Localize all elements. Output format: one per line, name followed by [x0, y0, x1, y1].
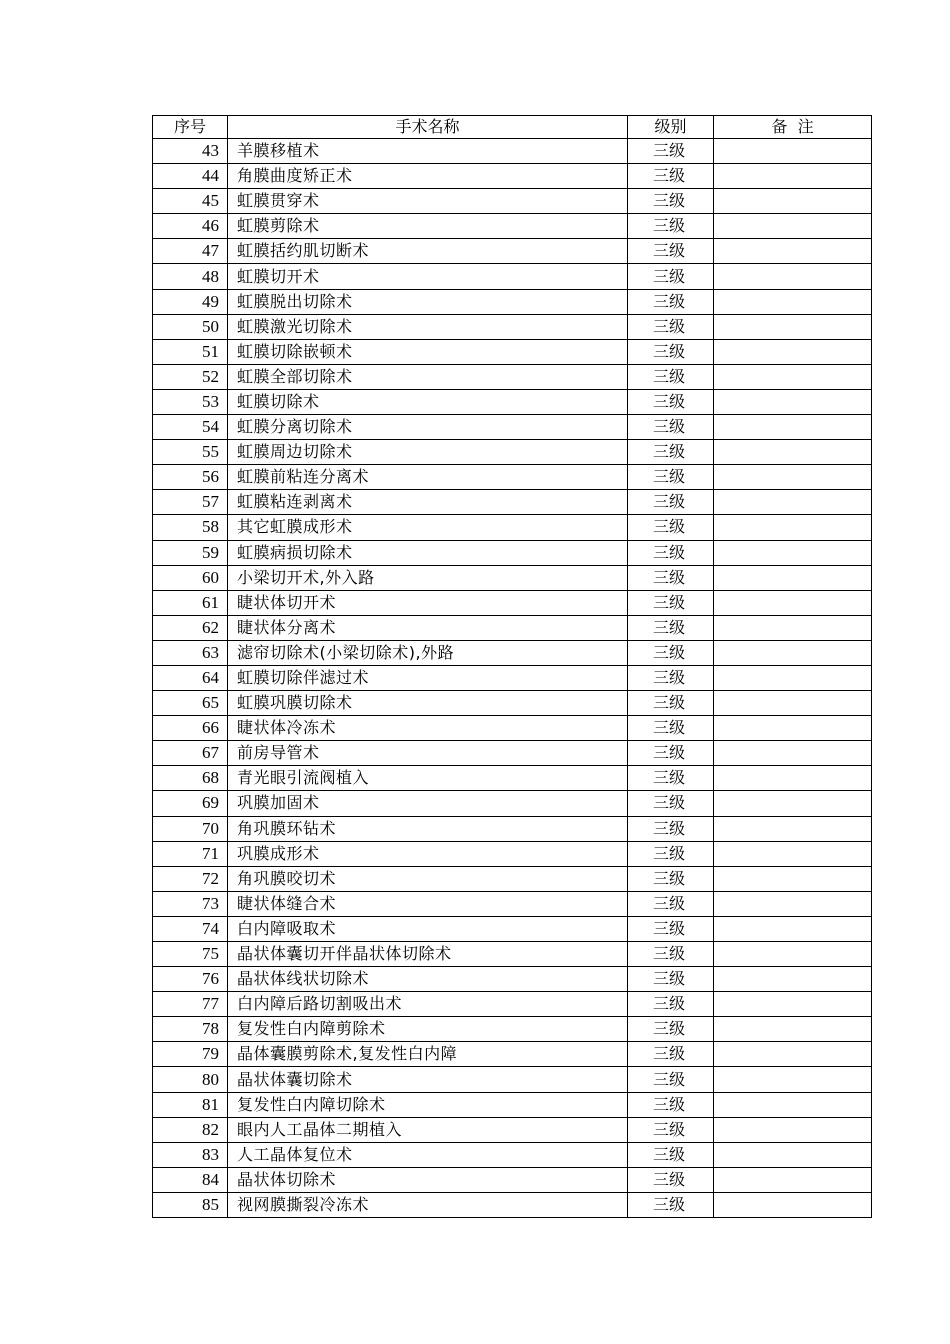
- row-number: 56: [153, 465, 228, 490]
- surgery-note: [714, 214, 872, 239]
- table-row: [153, 540, 872, 565]
- surgery-name: 虹膜切除伴滤过术: [228, 665, 628, 690]
- surgery-name: 晶体囊膜剪除术,复发性白内障: [228, 1042, 628, 1067]
- header-note: 备 注: [714, 116, 872, 139]
- row-number: 69: [153, 791, 228, 816]
- row-number: 63: [153, 640, 228, 665]
- surgery-name: 虹膜前粘连分离术: [228, 465, 628, 490]
- row-number: 48: [153, 264, 228, 289]
- table-row: [153, 164, 872, 189]
- surgery-name: 睫状体冷冻术: [228, 716, 628, 741]
- surgery-name: 人工晶体复位术: [228, 1142, 628, 1167]
- header-name: 手术名称: [228, 116, 628, 139]
- surgery-level: 三级: [628, 364, 714, 389]
- surgery-level: 三级: [628, 1067, 714, 1092]
- surgery-level: 三级: [628, 515, 714, 540]
- surgery-table: [152, 115, 872, 1218]
- surgery-note: [714, 791, 872, 816]
- surgery-name: 晶状体切除术: [228, 1167, 628, 1192]
- table-row: [153, 314, 872, 339]
- row-number: 62: [153, 615, 228, 640]
- table-row: [153, 364, 872, 389]
- surgery-name: 眼内人工晶体二期植入: [228, 1117, 628, 1142]
- row-number: 76: [153, 967, 228, 992]
- surgery-note: [714, 691, 872, 716]
- surgery-note: [714, 465, 872, 490]
- surgery-name: 虹膜巩膜切除术: [228, 691, 628, 716]
- surgery-note: [714, 640, 872, 665]
- row-number: 54: [153, 415, 228, 440]
- surgery-level: 三级: [628, 866, 714, 891]
- surgery-level: 三级: [628, 791, 714, 816]
- row-number: 60: [153, 565, 228, 590]
- surgery-level: 三级: [628, 440, 714, 465]
- table-row: [153, 891, 872, 916]
- header-level: 级别: [628, 116, 714, 139]
- surgery-note: [714, 139, 872, 164]
- row-number: 45: [153, 189, 228, 214]
- row-number: 53: [153, 389, 228, 414]
- surgery-note: [714, 942, 872, 967]
- row-number: 67: [153, 741, 228, 766]
- surgery-name: 睫状体缝合术: [228, 891, 628, 916]
- surgery-note: [714, 816, 872, 841]
- surgery-note: [714, 665, 872, 690]
- row-number: 57: [153, 490, 228, 515]
- surgery-note: [714, 1042, 872, 1067]
- surgery-note: [714, 615, 872, 640]
- surgery-note: [714, 314, 872, 339]
- surgery-level: 三级: [628, 1192, 714, 1217]
- table-row: [153, 1117, 872, 1142]
- surgery-level: 三级: [628, 465, 714, 490]
- surgery-note: [714, 1017, 872, 1042]
- surgery-note: [714, 164, 872, 189]
- surgery-name: 滤帘切除术(小梁切除术),外路: [228, 640, 628, 665]
- surgery-name: 虹膜剪除术: [228, 214, 628, 239]
- surgery-name: 晶状体线状切除术: [228, 967, 628, 992]
- surgery-name: 羊膜移植术: [228, 139, 628, 164]
- table-row: [153, 1192, 872, 1217]
- surgery-name: 虹膜粘连剥离术: [228, 490, 628, 515]
- table-row: [153, 565, 872, 590]
- surgery-level: 三级: [628, 716, 714, 741]
- row-number: 58: [153, 515, 228, 540]
- surgery-note: [714, 841, 872, 866]
- surgery-name: 虹膜全部切除术: [228, 364, 628, 389]
- surgery-note: [714, 741, 872, 766]
- surgery-level: 三级: [628, 289, 714, 314]
- table-row: [153, 967, 872, 992]
- row-number: 70: [153, 816, 228, 841]
- surgery-level: 三级: [628, 1142, 714, 1167]
- row-number: 47: [153, 239, 228, 264]
- table-row: [153, 916, 872, 941]
- surgery-level: 三级: [628, 1167, 714, 1192]
- surgery-note: [714, 540, 872, 565]
- row-number: 77: [153, 992, 228, 1017]
- surgery-name: 角巩膜咬切术: [228, 866, 628, 891]
- row-number: 83: [153, 1142, 228, 1167]
- surgery-note: [714, 1117, 872, 1142]
- surgery-level: 三级: [628, 665, 714, 690]
- surgery-note: [714, 1142, 872, 1167]
- surgery-note: [714, 766, 872, 791]
- surgery-name: 虹膜分离切除术: [228, 415, 628, 440]
- table-row: [153, 816, 872, 841]
- table-row: [153, 942, 872, 967]
- surgery-name: 晶状体囊切除术: [228, 1067, 628, 1092]
- surgery-level: 三级: [628, 1092, 714, 1117]
- surgery-note: [714, 339, 872, 364]
- surgery-level: 三级: [628, 415, 714, 440]
- row-number: 79: [153, 1042, 228, 1067]
- table-row: [153, 590, 872, 615]
- surgery-name: 虹膜切除术: [228, 389, 628, 414]
- row-number: 82: [153, 1117, 228, 1142]
- surgery-level: 三级: [628, 691, 714, 716]
- surgery-level: 三级: [628, 339, 714, 364]
- surgery-level: 三级: [628, 189, 714, 214]
- table-row: [153, 766, 872, 791]
- row-number: 65: [153, 691, 228, 716]
- table-row: [153, 1042, 872, 1067]
- surgery-level: 三级: [628, 967, 714, 992]
- surgery-level: 三级: [628, 264, 714, 289]
- surgery-note: [714, 967, 872, 992]
- surgery-level: 三级: [628, 766, 714, 791]
- surgery-note: [714, 289, 872, 314]
- surgery-level: 三级: [628, 841, 714, 866]
- surgery-name: 小梁切开术,外入路: [228, 565, 628, 590]
- surgery-note: [714, 490, 872, 515]
- surgery-name: 青光眼引流阀植入: [228, 766, 628, 791]
- table-row: [153, 515, 872, 540]
- surgery-level: 三级: [628, 490, 714, 515]
- row-number: 71: [153, 841, 228, 866]
- table-row: [153, 1017, 872, 1042]
- table-row: [153, 691, 872, 716]
- row-number: 61: [153, 590, 228, 615]
- surgery-name: 前房导管术: [228, 741, 628, 766]
- surgery-name: 巩膜加固术: [228, 791, 628, 816]
- table-row: [153, 389, 872, 414]
- surgery-name: 虹膜括约肌切断术: [228, 239, 628, 264]
- surgery-name: 虹膜周边切除术: [228, 440, 628, 465]
- table-row: [153, 139, 872, 164]
- surgery-level: 三级: [628, 615, 714, 640]
- row-number: 51: [153, 339, 228, 364]
- row-number: 55: [153, 440, 228, 465]
- header-no: 序号: [153, 116, 228, 139]
- table-row: [153, 289, 872, 314]
- surgery-level: 三级: [628, 1017, 714, 1042]
- row-number: 46: [153, 214, 228, 239]
- table-row: [153, 791, 872, 816]
- table-row: [153, 992, 872, 1017]
- table-row: [153, 440, 872, 465]
- surgery-level: 三级: [628, 1042, 714, 1067]
- surgery-name: 巩膜成形术: [228, 841, 628, 866]
- surgery-note: [714, 264, 872, 289]
- surgery-name: 复发性白内障剪除术: [228, 1017, 628, 1042]
- table-row: [153, 841, 872, 866]
- surgery-name: 虹膜病损切除术: [228, 540, 628, 565]
- table-row: [153, 415, 872, 440]
- row-number: 84: [153, 1167, 228, 1192]
- surgery-note: [714, 189, 872, 214]
- surgery-level: 三级: [628, 891, 714, 916]
- surgery-note: [714, 1092, 872, 1117]
- table-row: [153, 465, 872, 490]
- surgery-name: 虹膜激光切除术: [228, 314, 628, 339]
- surgery-level: 三级: [628, 1117, 714, 1142]
- surgery-level: 三级: [628, 239, 714, 264]
- surgery-name: 复发性白内障切除术: [228, 1092, 628, 1117]
- surgery-note: [714, 515, 872, 540]
- surgery-name: 白内障吸取术: [228, 916, 628, 941]
- surgery-level: 三级: [628, 741, 714, 766]
- table-body: [153, 139, 872, 1218]
- surgery-note: [714, 716, 872, 741]
- surgery-note: [714, 1067, 872, 1092]
- surgery-name: 虹膜切开术: [228, 264, 628, 289]
- table-row: [153, 1092, 872, 1117]
- row-number: 68: [153, 766, 228, 791]
- surgery-note: [714, 415, 872, 440]
- surgery-level: 三级: [628, 640, 714, 665]
- table-row: [153, 1067, 872, 1092]
- surgery-name: 角巩膜环钻术: [228, 816, 628, 841]
- surgery-note: [714, 1192, 872, 1217]
- row-number: 64: [153, 665, 228, 690]
- surgery-level: 三级: [628, 214, 714, 239]
- surgery-level: 三级: [628, 164, 714, 189]
- row-number: 49: [153, 289, 228, 314]
- surgery-level: 三级: [628, 565, 714, 590]
- surgery-note: [714, 1167, 872, 1192]
- row-number: 81: [153, 1092, 228, 1117]
- surgery-note: [714, 891, 872, 916]
- surgery-note: [714, 992, 872, 1017]
- row-number: 78: [153, 1017, 228, 1042]
- surgery-level: 三级: [628, 916, 714, 941]
- table-row: [153, 189, 872, 214]
- surgery-name: 白内障后路切割吸出术: [228, 992, 628, 1017]
- table-row: [153, 339, 872, 364]
- surgery-level: 三级: [628, 590, 714, 615]
- table-row: [153, 615, 872, 640]
- table-row: [153, 214, 872, 239]
- row-number: 66: [153, 716, 228, 741]
- surgery-note: [714, 866, 872, 891]
- surgery-name: 晶状体囊切开伴晶状体切除术: [228, 942, 628, 967]
- surgery-note: [714, 565, 872, 590]
- table-row: [153, 866, 872, 891]
- table-row: [153, 239, 872, 264]
- table-row: [153, 716, 872, 741]
- surgery-name: 睫状体切开术: [228, 590, 628, 615]
- table-row: [153, 264, 872, 289]
- row-number: 80: [153, 1067, 228, 1092]
- table-row: [153, 741, 872, 766]
- surgery-name: 虹膜脱出切除术: [228, 289, 628, 314]
- surgery-note: [714, 389, 872, 414]
- surgery-note: [714, 239, 872, 264]
- row-number: 43: [153, 139, 228, 164]
- surgery-level: 三级: [628, 816, 714, 841]
- table-row: [153, 1167, 872, 1192]
- surgery-level: 三级: [628, 314, 714, 339]
- row-number: 59: [153, 540, 228, 565]
- row-number: 75: [153, 942, 228, 967]
- row-number: 85: [153, 1192, 228, 1217]
- table-row: [153, 490, 872, 515]
- surgery-name: 其它虹膜成形术: [228, 515, 628, 540]
- surgery-level: 三级: [628, 992, 714, 1017]
- surgery-note: [714, 916, 872, 941]
- row-number: 52: [153, 364, 228, 389]
- surgery-level: 三级: [628, 389, 714, 414]
- surgery-level: 三级: [628, 942, 714, 967]
- surgery-level: 三级: [628, 139, 714, 164]
- surgery-note: [714, 590, 872, 615]
- row-number: 74: [153, 916, 228, 941]
- header-row: [153, 116, 872, 139]
- row-number: 50: [153, 314, 228, 339]
- surgery-name: 角膜曲度矫正术: [228, 164, 628, 189]
- surgery-name: 虹膜贯穿术: [228, 189, 628, 214]
- table-row: [153, 665, 872, 690]
- surgery-note: [714, 440, 872, 465]
- surgery-name: 睫状体分离术: [228, 615, 628, 640]
- surgery-note: [714, 364, 872, 389]
- table-header: [153, 116, 872, 139]
- surgery-name: 视网膜撕裂冷冻术: [228, 1192, 628, 1217]
- surgery-name: 虹膜切除嵌顿术: [228, 339, 628, 364]
- row-number: 44: [153, 164, 228, 189]
- surgery-level: 三级: [628, 540, 714, 565]
- row-number: 72: [153, 866, 228, 891]
- row-number: 73: [153, 891, 228, 916]
- table-row: [153, 1142, 872, 1167]
- table-row: [153, 640, 872, 665]
